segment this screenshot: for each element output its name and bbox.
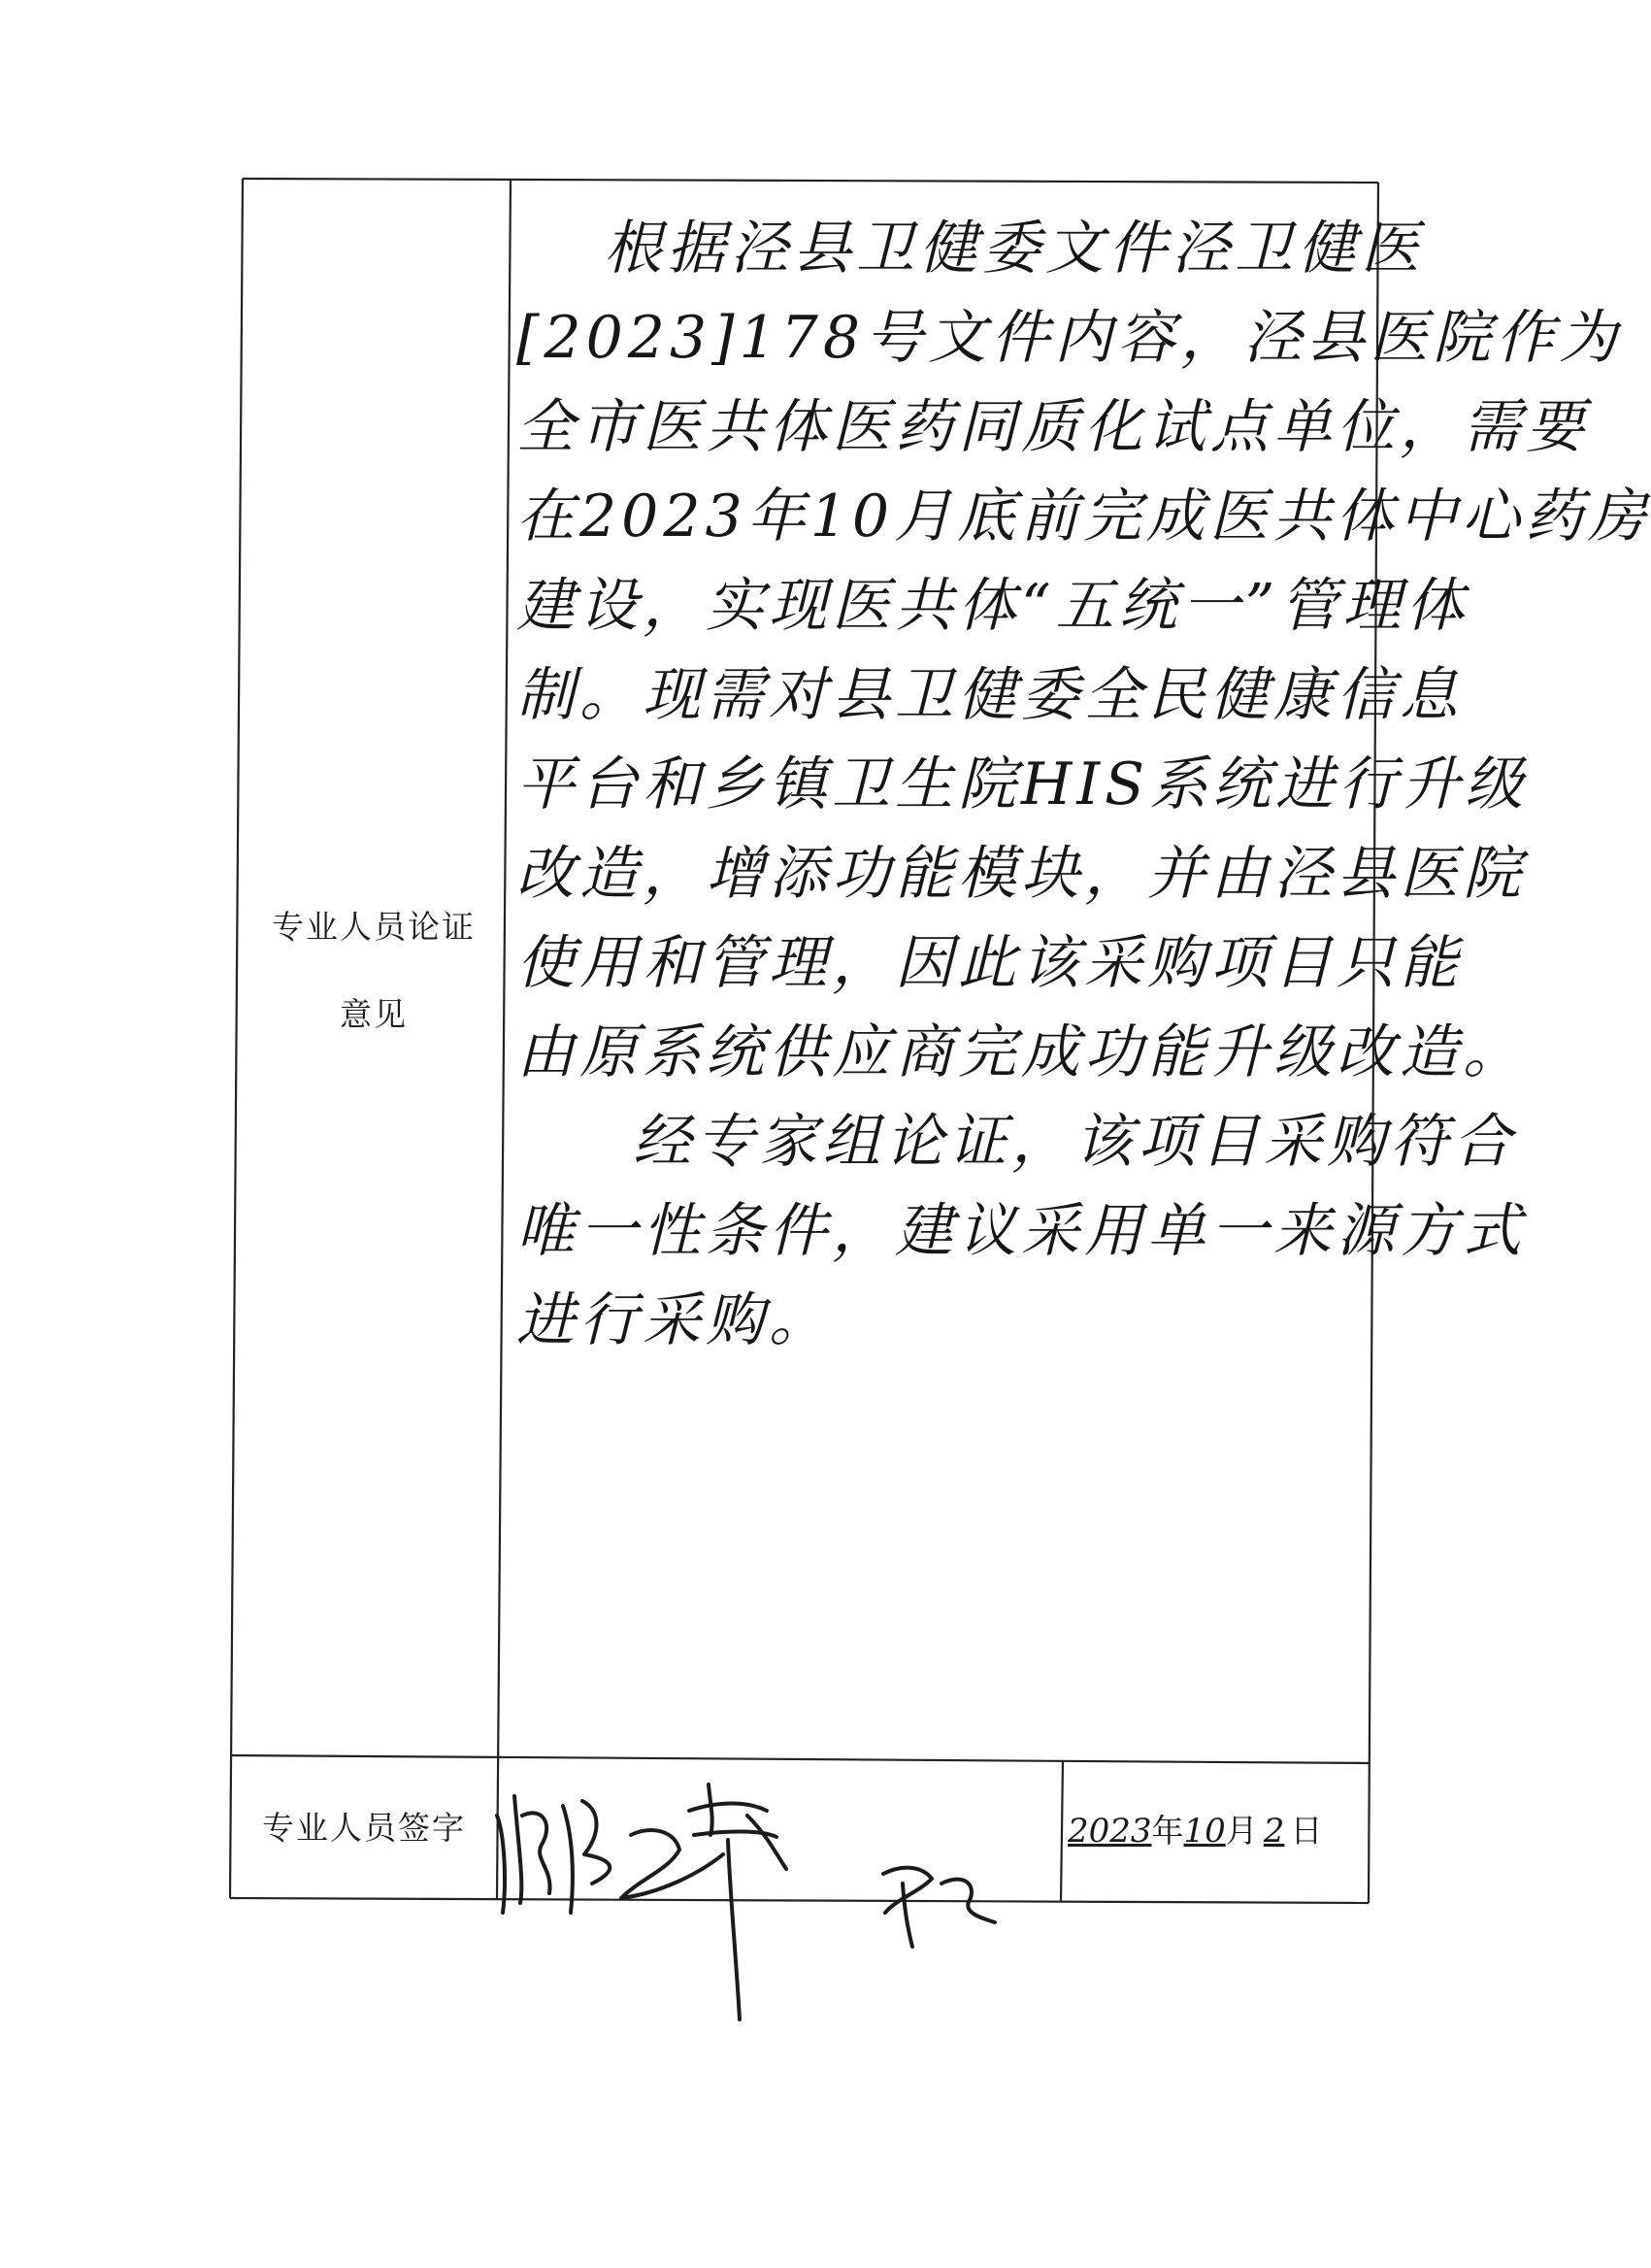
opinion-line: 进行采购。: [516, 1286, 832, 1354]
date-year: 2023: [1068, 1812, 1152, 1851]
signature-date: [1068, 1812, 1359, 1851]
opinion-line: 使用和管理，因此该采购项目只能: [516, 929, 1463, 997]
opinion-line: 在2023年10月底前完成医共体中心药房: [516, 483, 1651, 550]
opinion-line: 改造，增添功能模块，并由泾县医院: [516, 840, 1526, 908]
date-day-unit: 日: [1290, 1812, 1323, 1850]
opinion-line: 全市医共体医药同质化试点单位，需要: [516, 393, 1589, 461]
date-month: 10: [1183, 1812, 1226, 1851]
opinion-line: 平台和乡镇卫生院HIS系统进行升级: [516, 750, 1529, 818]
date-month-unit: 月: [1225, 1812, 1258, 1850]
date-year-unit: 年: [1151, 1812, 1184, 1850]
opinion-line: [2023]178号文件内容，泾县医院作为: [516, 304, 1623, 372]
opinion-line: 制。现需对县卫健委全民健康信息: [516, 661, 1463, 729]
opinion-line: 唯一性条件，建议采用单一来源方式: [516, 1197, 1526, 1265]
opinion-handwritten-text: [516, 204, 1651, 1365]
signature-row-label: 专业人员签字: [262, 1809, 466, 1847]
opinion-label-line1: 专业人员论证: [272, 908, 476, 946]
opinion-line: 建设，实现医共体“五统一”管理体: [516, 572, 1469, 640]
opinion-line: 根据泾县卫健委文件泾卫健医: [604, 215, 1424, 283]
opinion-line: 经专家组论证，该项目采购符合: [633, 1108, 1516, 1176]
handwritten-signatures: [485, 1777, 1068, 2029]
opinion-row-label: [238, 884, 510, 1058]
opinion-label-line2: 意见: [340, 995, 408, 1033]
opinion-line: 由原系统供应商完成功能升级改造。: [516, 1018, 1526, 1086]
date-day: 2: [1263, 1812, 1285, 1851]
